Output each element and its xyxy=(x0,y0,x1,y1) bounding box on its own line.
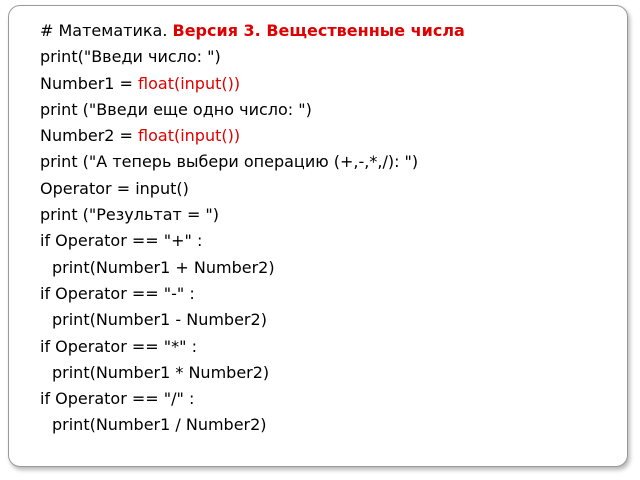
code-block xyxy=(40,18,465,439)
assign-number1: Number1 = xyxy=(40,73,139,93)
code-line-16: print(Number1 / Number2) xyxy=(52,415,267,435)
code-line-4: print ("Введи еще одно число: ") xyxy=(40,99,312,119)
code-line-6: print ("А теперь выбери операцию (+,-,*,/): ") xyxy=(40,152,419,172)
code-line-1 xyxy=(40,18,465,44)
code-line-2: print("Введи число: ") xyxy=(40,47,221,67)
code-line-10: print(Number1 + Number2) xyxy=(52,257,275,277)
code-line-11: if Operator == "-" : xyxy=(40,283,195,303)
code-line-14: print(Number1 * Number2) xyxy=(52,362,270,382)
code-line-13: if Operator == "*" : xyxy=(40,336,197,356)
code-line-12: print(Number1 - Number2) xyxy=(52,310,267,330)
float-input-call-1: float(input()) xyxy=(138,73,241,93)
code-line-9: if Operator == "+" : xyxy=(40,231,203,251)
code-line-7: Operator = input() xyxy=(40,178,189,198)
comment-title: Версия 3. Вещественные числа xyxy=(172,21,465,40)
code-line-3 xyxy=(40,71,465,97)
code-line-5 xyxy=(40,123,465,149)
comment-prefix: # Математика. xyxy=(40,21,173,40)
assign-number2: Number2 = xyxy=(40,126,139,146)
code-line-8: print ("Результат = ") xyxy=(40,205,220,225)
float-input-call-2: float(input()) xyxy=(138,126,241,146)
code-line-15: if Operator == "/" : xyxy=(40,389,195,409)
